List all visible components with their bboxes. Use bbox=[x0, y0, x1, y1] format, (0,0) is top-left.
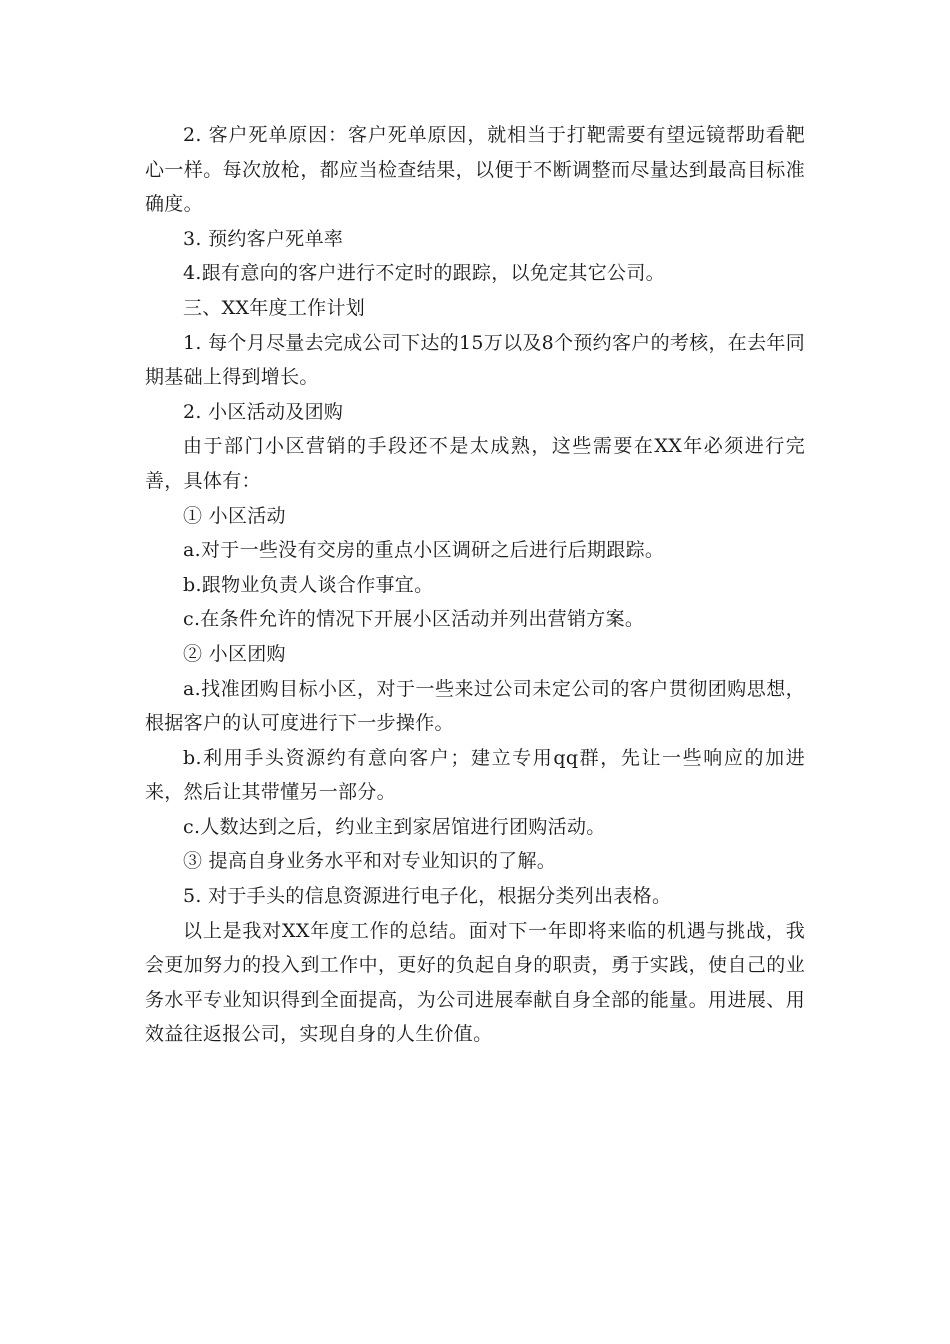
paragraph-dead-order-rate: 3. 预约客户死单率 bbox=[183, 227, 344, 250]
section-heading-work-plan: 三、XX年度工作计划 bbox=[183, 296, 366, 319]
subheading-professional-knowledge: ③ 提高自身业务水平和对专业知识的了解。 bbox=[183, 850, 557, 873]
subheading-community-activity: ① 小区活动 bbox=[183, 504, 286, 527]
paragraph-digitization: 5. 对于手头的信息资源进行电子化，根据分类列出表格。 bbox=[183, 885, 672, 908]
list-item-qq-group: b.利用手头资源约有意向客户；建立专用qq群，先让一些响应的加进来，然后让其带懂另一部分。 bbox=[145, 746, 805, 804]
paragraph-follow-up: 4.跟有意向的客户进行不定时的跟踪，以免定其它公司。 bbox=[183, 262, 665, 285]
list-item-marketing-plan: c.在条件允许的情况下开展小区活动并列出营销方案。 bbox=[183, 608, 645, 631]
document-body bbox=[145, 118, 805, 1052]
subheading-group-purchase: ② 小区团购 bbox=[183, 642, 286, 665]
paragraph-community-marketing: 由于部门小区营销的手段还不是太成熟，这些需要在XX年必须进行完善，具体有： bbox=[145, 435, 805, 492]
list-item-group-event: c.人数达到之后，约业主到家居馆进行团购活动。 bbox=[183, 815, 606, 838]
list-item-property-cooperation: b.跟物业负责人谈合作事宜。 bbox=[183, 573, 434, 596]
paragraph-community-activities: 2. 小区活动及团购 bbox=[183, 400, 344, 423]
paragraph-summary: 以上是我对XX年度工作的总结。面对下一年即将来临的机遇与挑战，我会更加努力的投入到工作中，更好的负起自身的职责，勇于实践，使自己的业务水平专业知识得到全面提高，为公司进展奉献自身全部的能量。用进展、用效益往返报公司，实现自身的人生价值。 bbox=[145, 919, 805, 1046]
list-item-target-community: a.找准团购目标小区，对于一些来过公司未定公司的客户贯彻团购思想，根据客户的认可度进行下一步操作。 bbox=[145, 677, 805, 735]
paragraph-dead-order-reason: 2. 客户死单原因：客户死单原因，就相当于打靶需要有望远镜帮助看靶心一样。每次放枪，都应当检查结果，以便于不断调整而尽量达到最高目标准确度。 bbox=[145, 124, 805, 216]
list-item-research: a.对于一些没有交房的重点小区调研之后进行后期跟踪。 bbox=[183, 539, 665, 562]
paragraph-monthly-target: 1. 每个月尽量去完成公司下达的15万以及8个预约客户的考核，在去年同期基础上得到增长。 bbox=[145, 331, 805, 389]
